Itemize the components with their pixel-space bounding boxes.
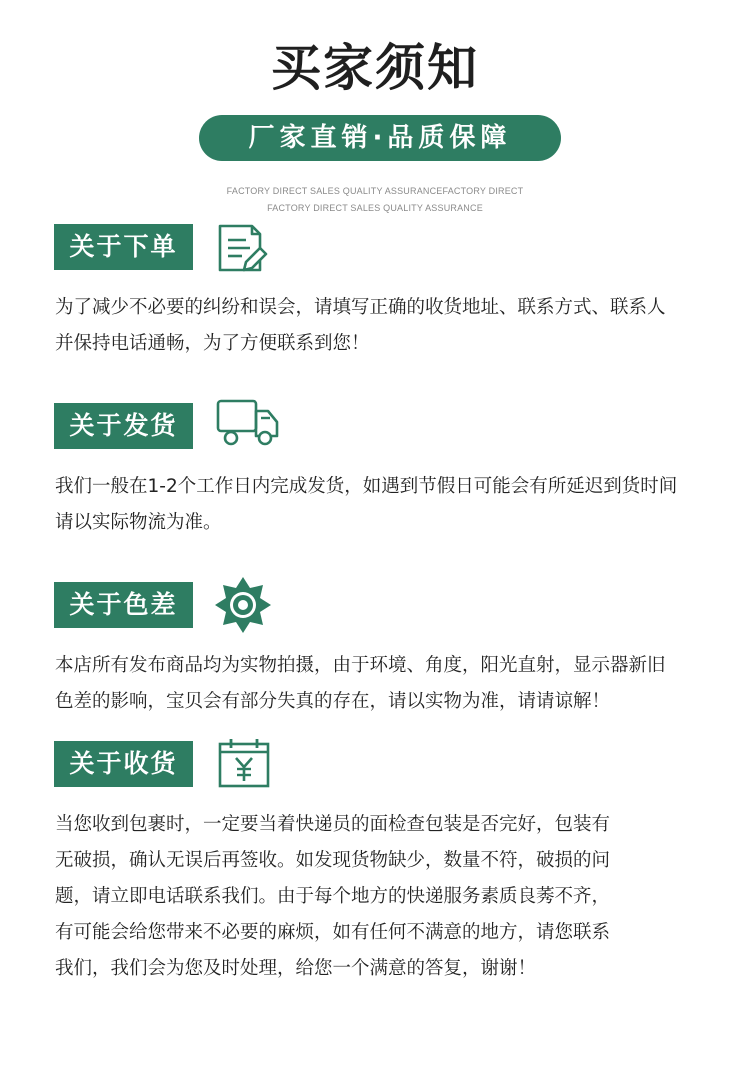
section-text-order (55, 290, 710, 362)
section-tag-receiving: 关于收货 (54, 741, 193, 787)
text-line: 无破损，确认无误后再签收。如发现货物缺少，数量不符，破损的问 (55, 850, 611, 871)
section-tag-color-difference: 关于色差 (54, 582, 193, 628)
text-line: 请以实际物流为准。 (55, 512, 222, 533)
section-tag-shipping: 关于发货 (54, 403, 193, 449)
text-line: 我们一般在1-2个工作日内完成发货，如遇到节假日可能会有所延迟到货时间 (55, 476, 678, 497)
text-line: 题，请立即电话联系我们。由于每个地方的快递服务素质良莠不齐， (55, 886, 611, 907)
section-text-receiving (55, 807, 710, 987)
text-line: 当您收到包裹时，一定要当着快递员的面检查包装是否完好，包装有 (55, 814, 611, 835)
text-line: 我们，我们会为您及时处理，给您一个满意的答复，谢谢！ (55, 958, 537, 979)
sun-icon (214, 576, 272, 634)
truck-icon (215, 398, 281, 448)
banner-pill: 厂家直销·品质保障 (199, 115, 561, 161)
text-line: 并保持电话通畅，为了方便联系到您！ (55, 333, 370, 354)
text-line: 色差的影响，宝贝会有部分失真的存在，请以实物为准，请请谅解！ (55, 691, 611, 712)
text-line: 有可能会给您带来不必要的麻烦，如有任何不满意的地方，请您联系 (55, 922, 611, 943)
section-tag-order: 关于下单 (54, 224, 193, 270)
section-text-color-difference (55, 648, 710, 720)
calendar-yen-icon (217, 737, 271, 789)
english-subtitle-line-1: FACTORY DIRECT SALES QUALITY ASSURANCEFACTORY DIRECT (226, 186, 524, 196)
page-title: 买家须知 (271, 39, 479, 97)
text-line: 为了减少不必要的纠纷和误会，请填写正确的收货地址、联系方式、联系人 (55, 297, 666, 318)
english-subtitle-line-2: FACTORY DIRECT SALES QUALITY ASSURANCE (267, 203, 483, 213)
section-text-shipping (55, 469, 710, 541)
text-line: 本店所有发布商品均为实物拍摄，由于环境、角度，阳光直射，显示器新旧 (55, 655, 666, 676)
document-icon (216, 222, 270, 276)
